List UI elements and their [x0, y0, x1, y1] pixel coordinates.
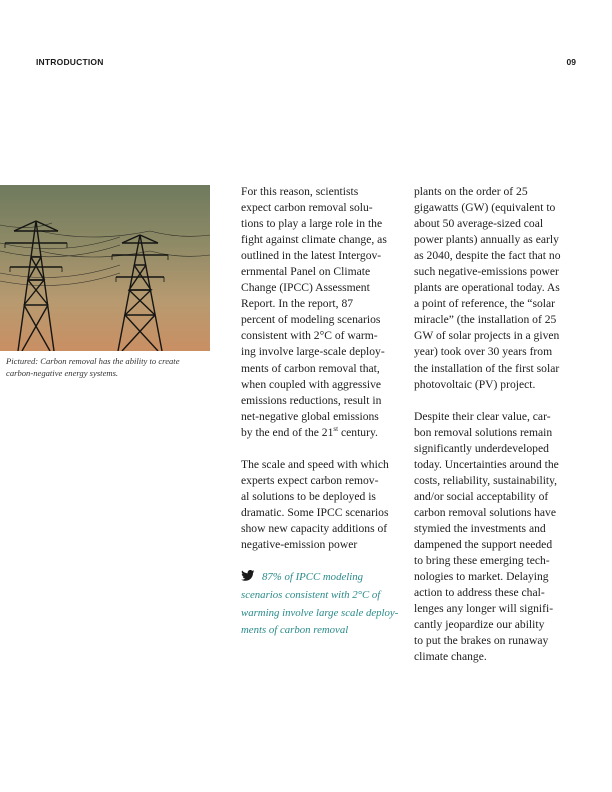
text-line: al solutions to be deployed is: [241, 489, 376, 503]
text-line: about 50 average-sized coal: [414, 217, 544, 231]
text-line: Despite their clear value, car-: [414, 409, 551, 423]
text-line: Change (IPCC) Assessment: [241, 281, 370, 295]
quote-text: 87% of IPCC modeling: [262, 571, 364, 583]
text-line: outlined in the latest Intergov-: [241, 249, 382, 263]
text-line: consistent with 2°C of warm-: [241, 329, 378, 343]
text-line: significantly underdeveloped: [414, 441, 549, 455]
text-line: nologies to market. Delaying: [414, 570, 549, 584]
text-line: net-negative global emissions: [241, 409, 379, 423]
text-line: tions to play a large role in the: [241, 217, 383, 231]
quote-line: warming involve large scale deploy-: [241, 606, 399, 619]
text-fragment: by the end of the 21: [241, 425, 334, 439]
caption-line: carbon-negative energy systems.: [6, 367, 119, 378]
text-line: carbon removal solutions have: [414, 505, 556, 519]
tweet-quote[interactable]: [241, 569, 406, 640]
text-line: when coupled with aggressive: [241, 377, 382, 391]
text-line: climate change.: [414, 650, 487, 664]
caption-line: Pictured: Carbon removal has the ability to create: [6, 356, 180, 366]
text-line: power plants) annually as early: [414, 233, 559, 247]
text-fragment: century.: [338, 425, 378, 439]
quote-line-first: [241, 569, 406, 587]
text-line: and/or social acceptability of: [414, 489, 549, 503]
twitter-bird-icon[interactable]: [241, 570, 255, 581]
text-line: costs, reliability, sustainability,: [414, 473, 558, 487]
quote-line: scenarios consistent with 2°C of: [241, 588, 381, 601]
text-line-with-superscript: [241, 425, 406, 441]
text-line: experts expect carbon remov-: [241, 473, 379, 487]
text-line: For this reason, scientists: [241, 185, 359, 198]
text-line: bon removal solutions remain: [414, 425, 553, 439]
text-line: Report. In the report, 87: [241, 297, 354, 311]
text-line: a point of reference, the “solar: [414, 297, 555, 311]
photo-caption: [6, 356, 211, 380]
text-line: to bring these emerging tech-: [414, 554, 550, 568]
quote-line: ments of carbon removal: [241, 624, 349, 637]
text-line: miracle” (the installation of 25: [414, 313, 557, 327]
text-line: GW of solar projects in a given: [414, 329, 560, 343]
text-line: expect carbon removal solu-: [241, 201, 373, 215]
text-line: stymied the investments and: [414, 521, 546, 535]
text-line: ernmental Panel on Climate: [241, 265, 371, 279]
text-line: year) took over 30 years from: [414, 345, 553, 359]
text-column-left: [241, 184, 406, 553]
text-line: photovoltaic (PV) project.: [414, 377, 536, 391]
text-line: today. Uncertainties around the: [414, 457, 559, 471]
text-line: ing involve large-scale deploy-: [241, 345, 385, 359]
text-line: such negative-emissions power: [414, 265, 559, 279]
page-number: 09: [566, 57, 576, 67]
text-line: to put the brakes on runaway: [414, 634, 549, 648]
text-line: plants on the order of 25: [414, 185, 528, 198]
text-line: as 2040, despite the fact that no: [414, 249, 561, 263]
text-line: emissions reductions, result in: [241, 393, 382, 407]
text-column-right: [414, 184, 579, 665]
text-line: ments of carbon removal that,: [241, 361, 380, 375]
text-line: show new capacity additions of: [241, 521, 388, 535]
text-line: negative-emission power: [241, 538, 358, 552]
text-line: dramatic. Some IPCC scenarios: [241, 505, 389, 519]
page-header: [36, 57, 576, 69]
text-line: dampened the support needed: [414, 538, 553, 552]
text-line: lenges any longer will signifi-: [414, 602, 554, 616]
text-line: percent of modeling scenarios: [241, 313, 381, 327]
text-line: plants are operational today. As: [414, 281, 560, 295]
text-line: gigawatts (GW) (equivalent to: [414, 201, 556, 215]
section-title: INTRODUCTION: [36, 57, 104, 67]
text-line: fight against climate change, as: [241, 233, 387, 247]
text-line: action to address these chal-: [414, 586, 545, 600]
power-lines-photo: [0, 185, 210, 351]
text-line: cantly jeopardize our ability: [414, 618, 545, 632]
text-line: the installation of the first solar: [414, 361, 560, 375]
superscript-st: st: [333, 424, 339, 433]
text-line: The scale and speed with which: [241, 457, 389, 471]
